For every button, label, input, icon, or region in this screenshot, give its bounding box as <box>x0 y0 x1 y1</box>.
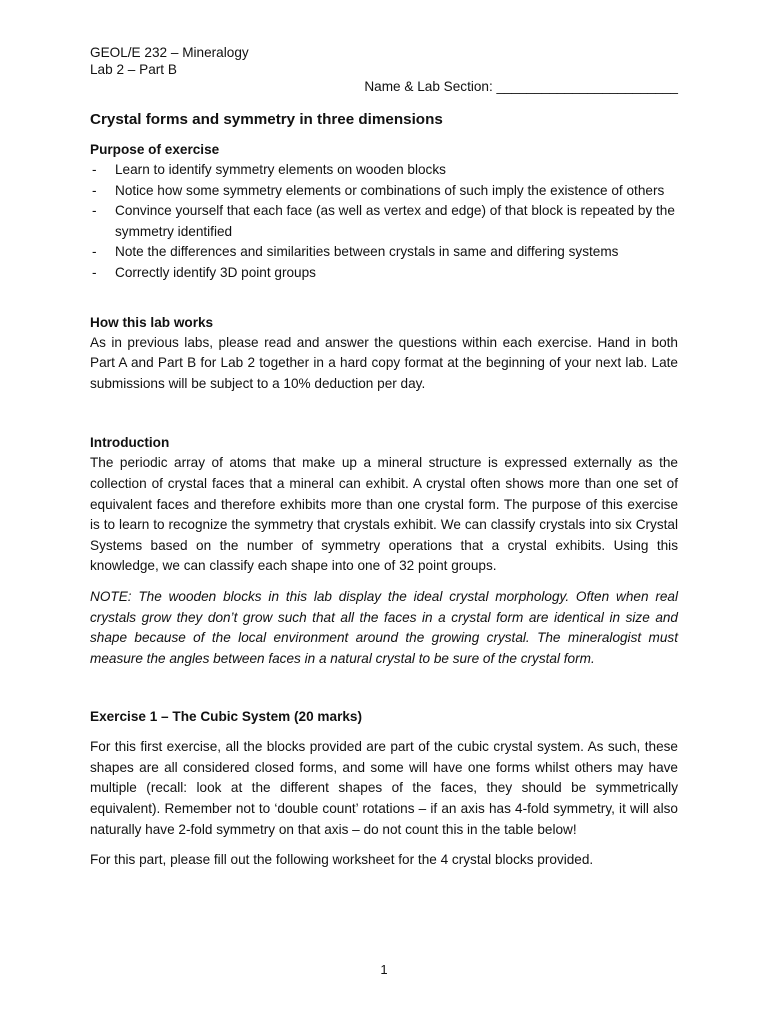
list-item: - Notice how some symmetry elements or combinations of such imply the existence of others <box>90 181 678 202</box>
list-item: - Note the differences and similarities between crystals in same and differing systems <box>90 242 678 263</box>
name-lab-section-field: Name & Lab Section: ________________________ <box>364 79 678 94</box>
list-item: - Learn to identify symmetry elements on wooden blocks <box>90 160 678 181</box>
exercise1-instruction: For this part, please fill out the following worksheet for the 4 crystal blocks provided. <box>90 852 594 868</box>
exercise1-text: For this first exercise, all the blocks provided are part of the cubic crystal system. As such, these shapes are all considered closed forms, and some will have one forms whilst others may have multiple (recall: look at the different shapes of the faces, they should be symmetrically equivalent). Remember not to ‘double count’ rotations – if an axis has 4-fold symmetry, it will also naturally have 2-fold symmetry on that axis – do not count this in the table below! <box>90 739 678 837</box>
how-lab-works-heading: How this lab works <box>90 314 214 330</box>
lab-label: Lab 2 – Part B <box>90 62 177 77</box>
list-item: - Convince yourself that each face (as well as vertex and edge) of that block is repeated by the symmetry identified <box>90 201 678 242</box>
introduction-heading: Introduction <box>90 435 170 451</box>
document-page <box>90 44 678 871</box>
exercise1-heading: Exercise 1 – The Cubic System (20 marks) <box>90 709 363 725</box>
course-title: GEOL/E 232 – Mineralogy <box>90 45 249 60</box>
purpose-list <box>90 160 678 284</box>
how-lab-works-text: As in previous labs, please read and answer the questions within each exercise. Hand in both Part A and Part B for Lab 2 together in a hard copy format at the beginning of your next lab. Late submissions will be subject to a 10% deduction per day. <box>90 334 678 391</box>
document-title: Crystal forms and symmetry in three dimensions <box>90 111 443 128</box>
list-item: - Correctly identify 3D point groups <box>90 263 678 284</box>
introduction-text: The periodic array of atoms that make up a mineral structure is expressed externally as the collection of crystal faces that a mineral can exhibit. A crystal often shows more than one set of equivalent faces and therefore exhibits more than one crystal form. The purpose of this exercise is to learn to recognize the symmetry that crystals exhibit. We can classify crystals into six Crystal Systems based on the number of symmetry operations that a crystal exhibits. Using this knowledge, we can classify each shape into one of 32 point groups. <box>90 455 678 574</box>
introduction-note: NOTE: The wooden blocks in this lab display the ideal crystal morphology. Often when real crystals grow they don’t grow such that all the faces in a crystal form are identical in size and shape because of the local environment around the growing crystal. The mineralogist must measure the angles between faces in a natural crystal to be sure of the crystal form. <box>90 588 678 666</box>
purpose-heading: Purpose of exercise <box>90 142 220 157</box>
page-number: 1 <box>380 962 388 977</box>
